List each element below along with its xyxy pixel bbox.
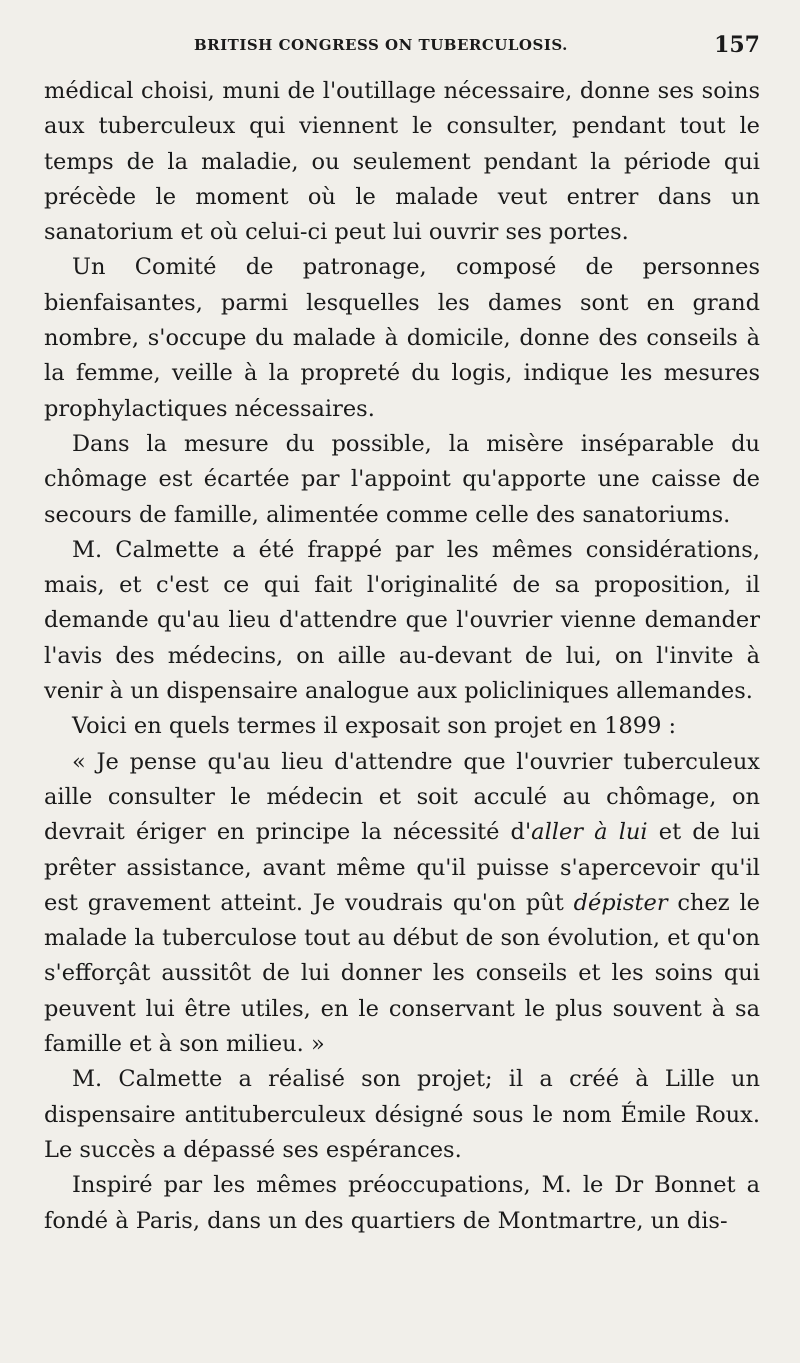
paragraph xyxy=(44,1168,760,1239)
page-header xyxy=(44,34,760,74)
paragraph xyxy=(44,745,760,1063)
text-run: Voici en quels termes il exposait son projet en 1899 : xyxy=(72,713,677,740)
text-run: Dans la mesure du possible, la misère inséparable du chômage est écartée par l'appoint qu'apporte une caisse de secours de famille, alimentée comme celle des sanatoriums. xyxy=(44,430,760,528)
page-number: 157 xyxy=(714,32,760,58)
paragraph xyxy=(44,74,760,250)
text-run: Inspiré par les mêmes préoccupations, M. le Dr Bonnet a fondé à Paris, dans un des quartiers de Montmartre, un dis- xyxy=(44,1172,760,1234)
paragraph xyxy=(44,533,760,709)
text-run: chez le malade la tuberculose tout au début de son évolution, et qu'on s'efforçât aussitôt de lui donner les conseils et les soins qui peuvent lui être utiles, en le conservant le plus souvent à sa famille et à son milieu. » xyxy=(44,889,760,1058)
text-run: « Je pense qu'au lieu d'attendre que l'ouvrier tuberculeux aille consulter le médecin et soit acculé au chômage, on devrait ériger en principe la nécessité d' xyxy=(44,748,760,846)
text-run: Un Comité de patronage, composé de personnes bienfaisantes, parmi lesquelles les dames sont en grand nombre, s'occupe du malade à domicile, donne des conseils à la femme, veille à la propreté du logis, indique les mesures prophylactiques nécessaires. xyxy=(44,254,760,422)
italic-text: dépister xyxy=(573,889,668,916)
text-run: M. Calmette a réalisé son projet; il a créé à Lille un dispensaire antituberculeux désigné sous le nom Émile Roux. Le succès a dépassé ses espérances. xyxy=(44,1066,760,1163)
body-text xyxy=(44,74,760,1239)
paragraph xyxy=(44,250,760,426)
text-run: et de lui prêter assistance, avant même qu'il puisse s'apercevoir qu'il est gravement atteint. Je voudrais qu'on pût xyxy=(44,819,761,916)
italic-text: aller à lui xyxy=(531,819,648,846)
running-head: BRITISH CONGRESS ON TUBERCULOSIS. xyxy=(194,36,568,54)
paragraph xyxy=(44,709,760,744)
text-run: M. Calmette a été frappé par les mêmes considérations, mais, et c'est ce qui fait l'originalité de sa proposition, il demande qu'au lieu d'attendre que l'ouvrier vienne demander l'avis des médecins, on aille au-devant de lui, on l'invite à venir à un dispensaire analogue aux policliniques allemandes. xyxy=(44,536,760,705)
text-run: médical choisi, muni de l'outillage nécessaire, donne ses soins aux tuberculeux qui viennent le consulter, pendant tout le temps de la maladie, ou seulement pendant la période qui précède le moment où le malade veut entrer dans un sanatorium et où celui-ci peut lui ouvrir ses portes. xyxy=(44,78,760,246)
paragraph xyxy=(44,1062,760,1168)
paragraph xyxy=(44,427,760,533)
